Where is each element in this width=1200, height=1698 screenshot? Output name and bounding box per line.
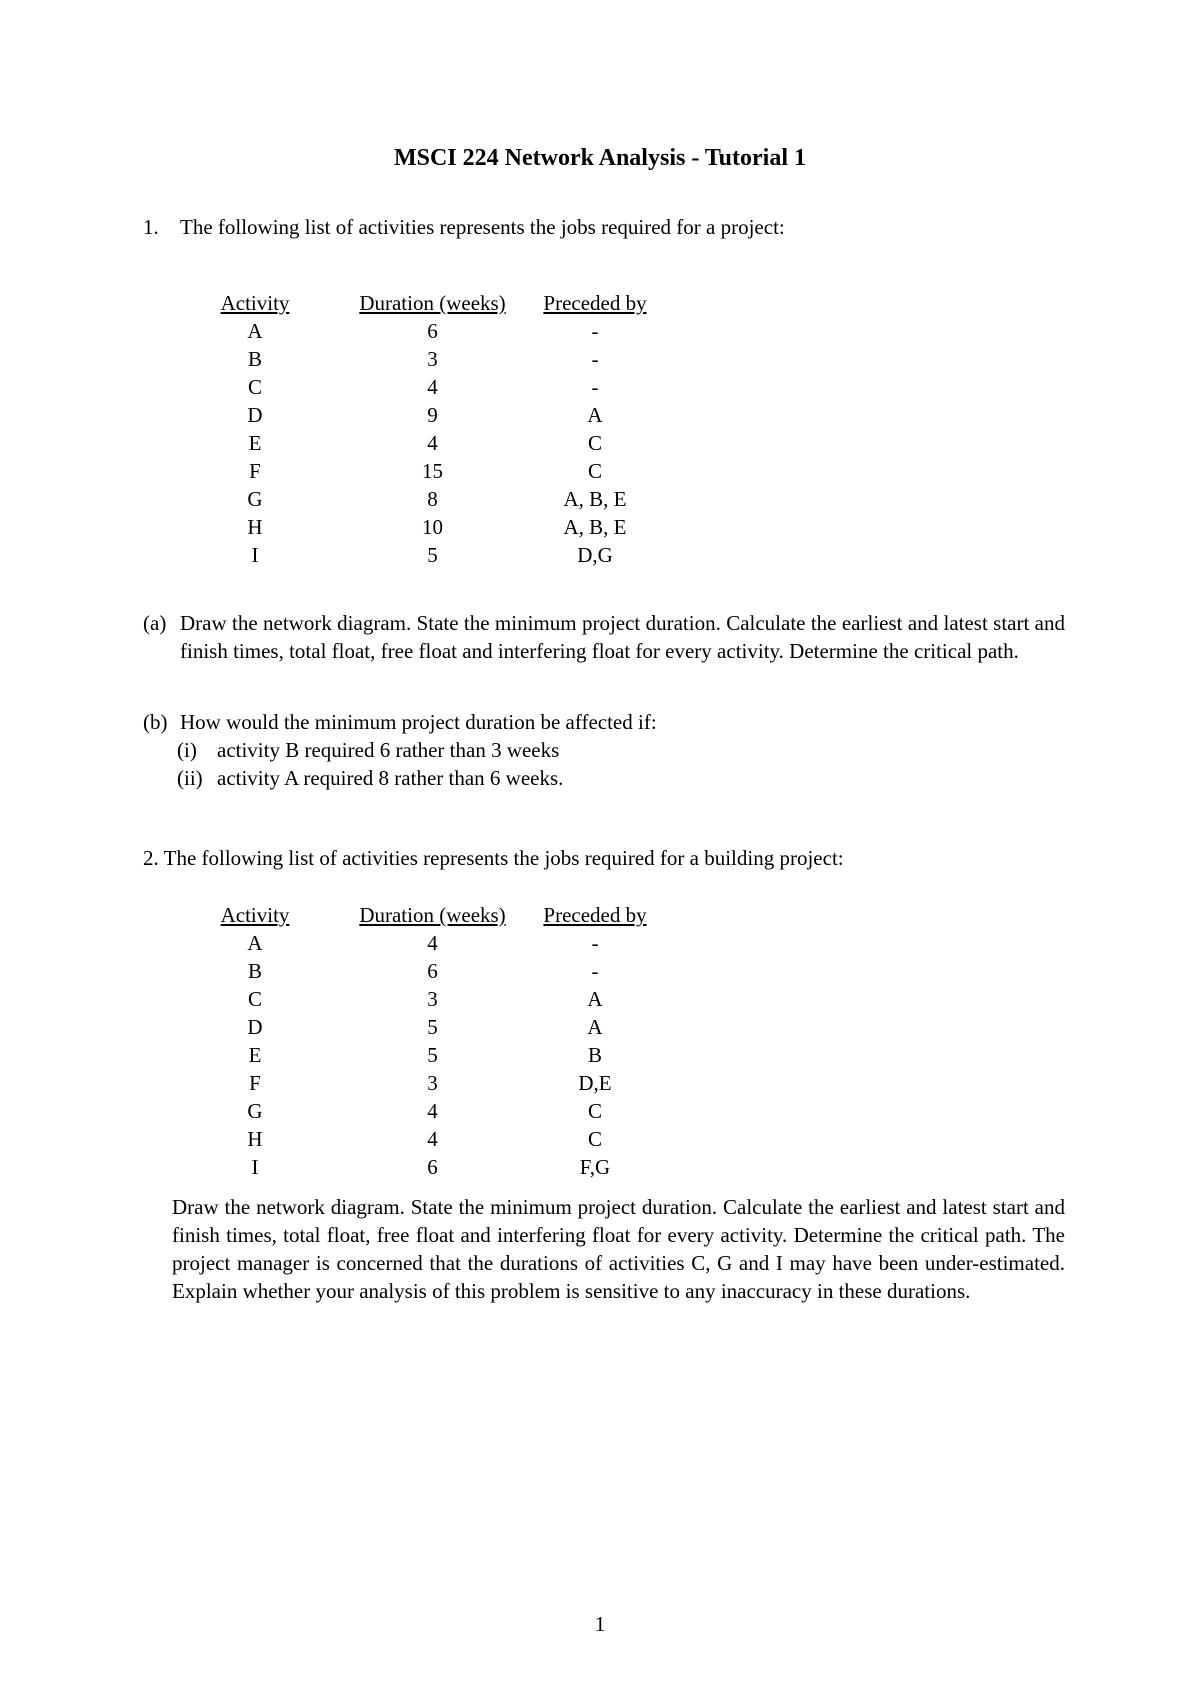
- cell-preceded-by: B: [587, 1043, 602, 1067]
- header-duration: Duration (weeks): [359, 291, 506, 315]
- cell-activity: C: [247, 987, 262, 1011]
- cell-preceded-by: D,G: [577, 543, 613, 567]
- cell-duration: 4: [427, 1127, 438, 1151]
- cell-activity: F: [249, 459, 261, 483]
- table-row: [210, 1070, 730, 1096]
- part-b-label: (b): [143, 710, 168, 734]
- q2-paragraph: Draw the network diagram. State the minimum project duration. Calculate the earliest and latest start and finish times, total float, free float and interfering float for every activity. Determine the critical path. The project manager is concerned that the durations of activities C, G and I may have been under-estimated. Explain whether your analysis of this problem is sensitive to any inaccuracy in these durations.: [172, 1195, 1065, 1303]
- cell-duration: 3: [427, 1071, 438, 1095]
- cell-activity: B: [247, 959, 262, 983]
- cell-duration: 15: [422, 459, 443, 483]
- cell-duration: 6: [427, 1155, 438, 1179]
- part-b-ii-label: (ii): [177, 766, 203, 790]
- cell-duration: 6: [427, 959, 438, 983]
- header-duration: Duration (weeks): [359, 903, 506, 927]
- table-row: [210, 514, 730, 540]
- table-row: [210, 958, 730, 984]
- cell-duration: 9: [427, 403, 438, 427]
- part-a-label: (a): [143, 611, 167, 635]
- cell-preceded-by: A: [587, 987, 603, 1011]
- cell-activity: G: [247, 1099, 263, 1123]
- table-row: [210, 486, 730, 512]
- cell-activity: C: [247, 375, 262, 399]
- cell-activity: I: [251, 543, 259, 567]
- cell-preceded-by: -: [591, 319, 599, 343]
- cell-preceded-by: F,G: [579, 1155, 611, 1179]
- part-b-i-text: activity B required 6 rather than 3 weeks: [217, 738, 560, 762]
- cell-duration: 3: [427, 987, 438, 1011]
- header-preceded-by: Preceded by: [543, 291, 647, 315]
- cell-duration: 4: [427, 1099, 438, 1123]
- page-title: MSCI 224 Network Analysis - Tutorial 1: [393, 145, 807, 171]
- cell-preceded-by: -: [591, 347, 599, 371]
- cell-activity: B: [247, 347, 262, 371]
- cell-activity: H: [247, 515, 263, 539]
- cell-duration: 5: [427, 543, 438, 567]
- cell-duration: 5: [427, 1015, 438, 1039]
- table-row: [210, 1126, 730, 1152]
- cell-duration: 8: [427, 487, 438, 511]
- cell-duration: 10: [422, 515, 443, 539]
- table-header-row: [210, 902, 730, 928]
- table-row: [210, 346, 730, 372]
- cell-duration: 5: [427, 1043, 438, 1067]
- cell-preceded-by: -: [591, 375, 599, 399]
- part-b-i-label: (i): [177, 738, 197, 762]
- cell-activity: A: [247, 931, 263, 955]
- table-header-row: [210, 290, 730, 316]
- cell-activity: G: [247, 487, 263, 511]
- cell-activity: D: [247, 403, 263, 427]
- table-row: [210, 986, 730, 1012]
- q1-intro: The following list of activities represents the jobs required for a project:: [180, 215, 785, 239]
- cell-activity: E: [248, 431, 262, 455]
- cell-duration: 6: [427, 319, 438, 343]
- cell-activity: E: [248, 1043, 262, 1067]
- cell-preceded-by: -: [591, 931, 599, 955]
- cell-preceded-by: A, B, E: [563, 515, 627, 539]
- part-b-ii-text: activity A required 8 rather than 6 weeks.: [217, 766, 564, 790]
- cell-preceded-by: A: [587, 1015, 603, 1039]
- cell-duration: 3: [427, 347, 438, 371]
- cell-preceded-by: C: [587, 431, 602, 455]
- table-row: [210, 374, 730, 400]
- page-number: 1: [594, 1612, 606, 1636]
- cell-activity: I: [251, 1155, 259, 1179]
- cell-duration: 4: [427, 431, 438, 455]
- table-row: [210, 1014, 730, 1040]
- cell-preceded-by: D,E: [578, 1071, 612, 1095]
- cell-activity: A: [247, 319, 263, 343]
- cell-preceded-by: C: [587, 459, 602, 483]
- header-preceded-by: Preceded by: [543, 903, 647, 927]
- cell-activity: H: [247, 1127, 263, 1151]
- table-row: [210, 430, 730, 456]
- cell-preceded-by: A: [587, 403, 603, 427]
- table-row: [210, 1042, 730, 1068]
- part-b-text: How would the minimum project duration be affected if:: [180, 710, 657, 734]
- cell-preceded-by: C: [587, 1099, 602, 1123]
- table-row: [210, 930, 730, 956]
- table-row: [210, 1098, 730, 1124]
- cell-duration: 4: [427, 375, 438, 399]
- part-a-text: Draw the network diagram. State the minimum project duration. Calculate the earliest and latest start and finish times, total float, free float and interfering float for every activity. Determine the critical path.: [180, 611, 1065, 663]
- cell-preceded-by: A, B, E: [563, 487, 627, 511]
- q2-intro: 2. The following list of activities represents the jobs required for a building project:: [143, 846, 844, 870]
- cell-preceded-by: -: [591, 959, 599, 983]
- table-row: [210, 402, 730, 428]
- cell-activity: D: [247, 1015, 263, 1039]
- q1-number: 1.: [143, 215, 159, 239]
- cell-activity: F: [249, 1071, 261, 1095]
- header-activity: Activity: [220, 291, 290, 315]
- table-row: [210, 318, 730, 344]
- table-row: [210, 458, 730, 484]
- header-activity: Activity: [220, 903, 290, 927]
- table-row: [210, 542, 730, 568]
- cell-duration: 4: [427, 931, 438, 955]
- cell-preceded-by: C: [587, 1127, 602, 1151]
- table-row: [210, 1154, 730, 1180]
